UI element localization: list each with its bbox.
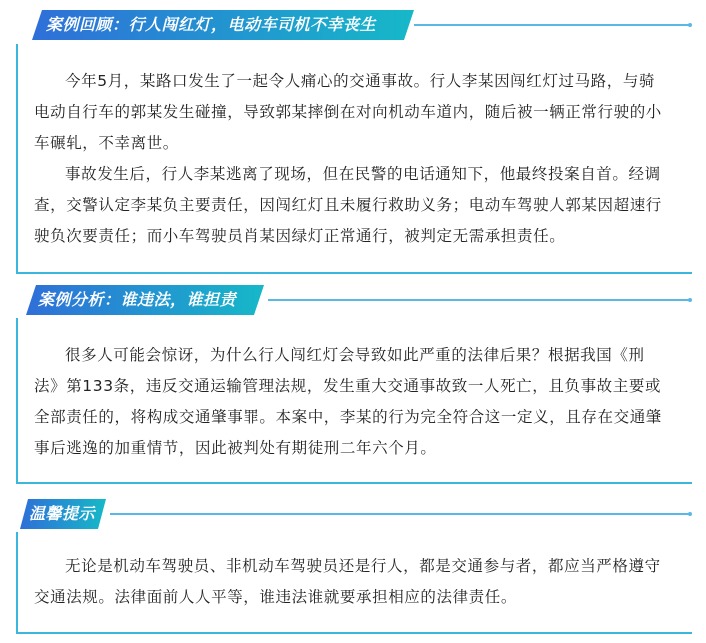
header-rule-dot bbox=[688, 23, 692, 27]
section-title: 温馨提示 bbox=[29, 504, 96, 523]
header-rule bbox=[268, 299, 690, 301]
paragraph: 很多人可能会惊讶，为什么行人闯红灯会导致如此严重的法律后果？根据我国《刑法》第133条，违反交通运输管理法规，发生重大交通事故致一人死亡，且负事故主要或全部责任的，将构成交通肇事罪。本案中，李某的行为完全符合这一定义，且存在交通肇事后逃逸的加重情节，因此被判处有期徒刑二年六个月。 bbox=[34, 346, 662, 457]
section-tag bbox=[26, 285, 264, 315]
section-title: 案例分析：谁违法，谁担责 bbox=[38, 290, 237, 309]
header-rule bbox=[110, 513, 690, 515]
header-rule-dot bbox=[688, 298, 692, 302]
section-header bbox=[0, 10, 706, 44]
section-header bbox=[0, 285, 706, 319]
section-tag bbox=[20, 499, 106, 529]
section-title: 案例回顾：行人闯红灯，电动车司机不幸丧生 bbox=[46, 15, 377, 34]
paragraph: 今年5月，某路口发生了一起令人痛心的交通事故。行人李某因闯红灯过马路，与骑电动自行车的郭某发生碰撞，导致郭某摔倒在对向机动车道内，随后被一辆正常行驶的小车碾轧，不幸离世。 bbox=[34, 72, 662, 152]
paragraph: 无论是机动车驾驶员、非机动车驾驶员还是行人，都是交通参与者，都应当严格遵守交通法规。法律面前人人平等，谁违法谁就要承担相应的法律责任。 bbox=[34, 557, 661, 606]
section-header bbox=[0, 499, 706, 533]
header-rule-dot bbox=[688, 512, 692, 516]
paragraph: 事故发生后，行人李某逃离了现场，但在民警的电话通知下，他最终投案自首。经调查，交警认定李某负主要责任，因闯红灯且未履行救助义务；电动车驾驶人郭某因超速行驶负次要责任；而小车驾驶员肖某因绿灯正常通行，被判定无需承担责任。 bbox=[34, 165, 662, 245]
header-rule bbox=[414, 24, 690, 26]
section-tag bbox=[32, 10, 414, 40]
